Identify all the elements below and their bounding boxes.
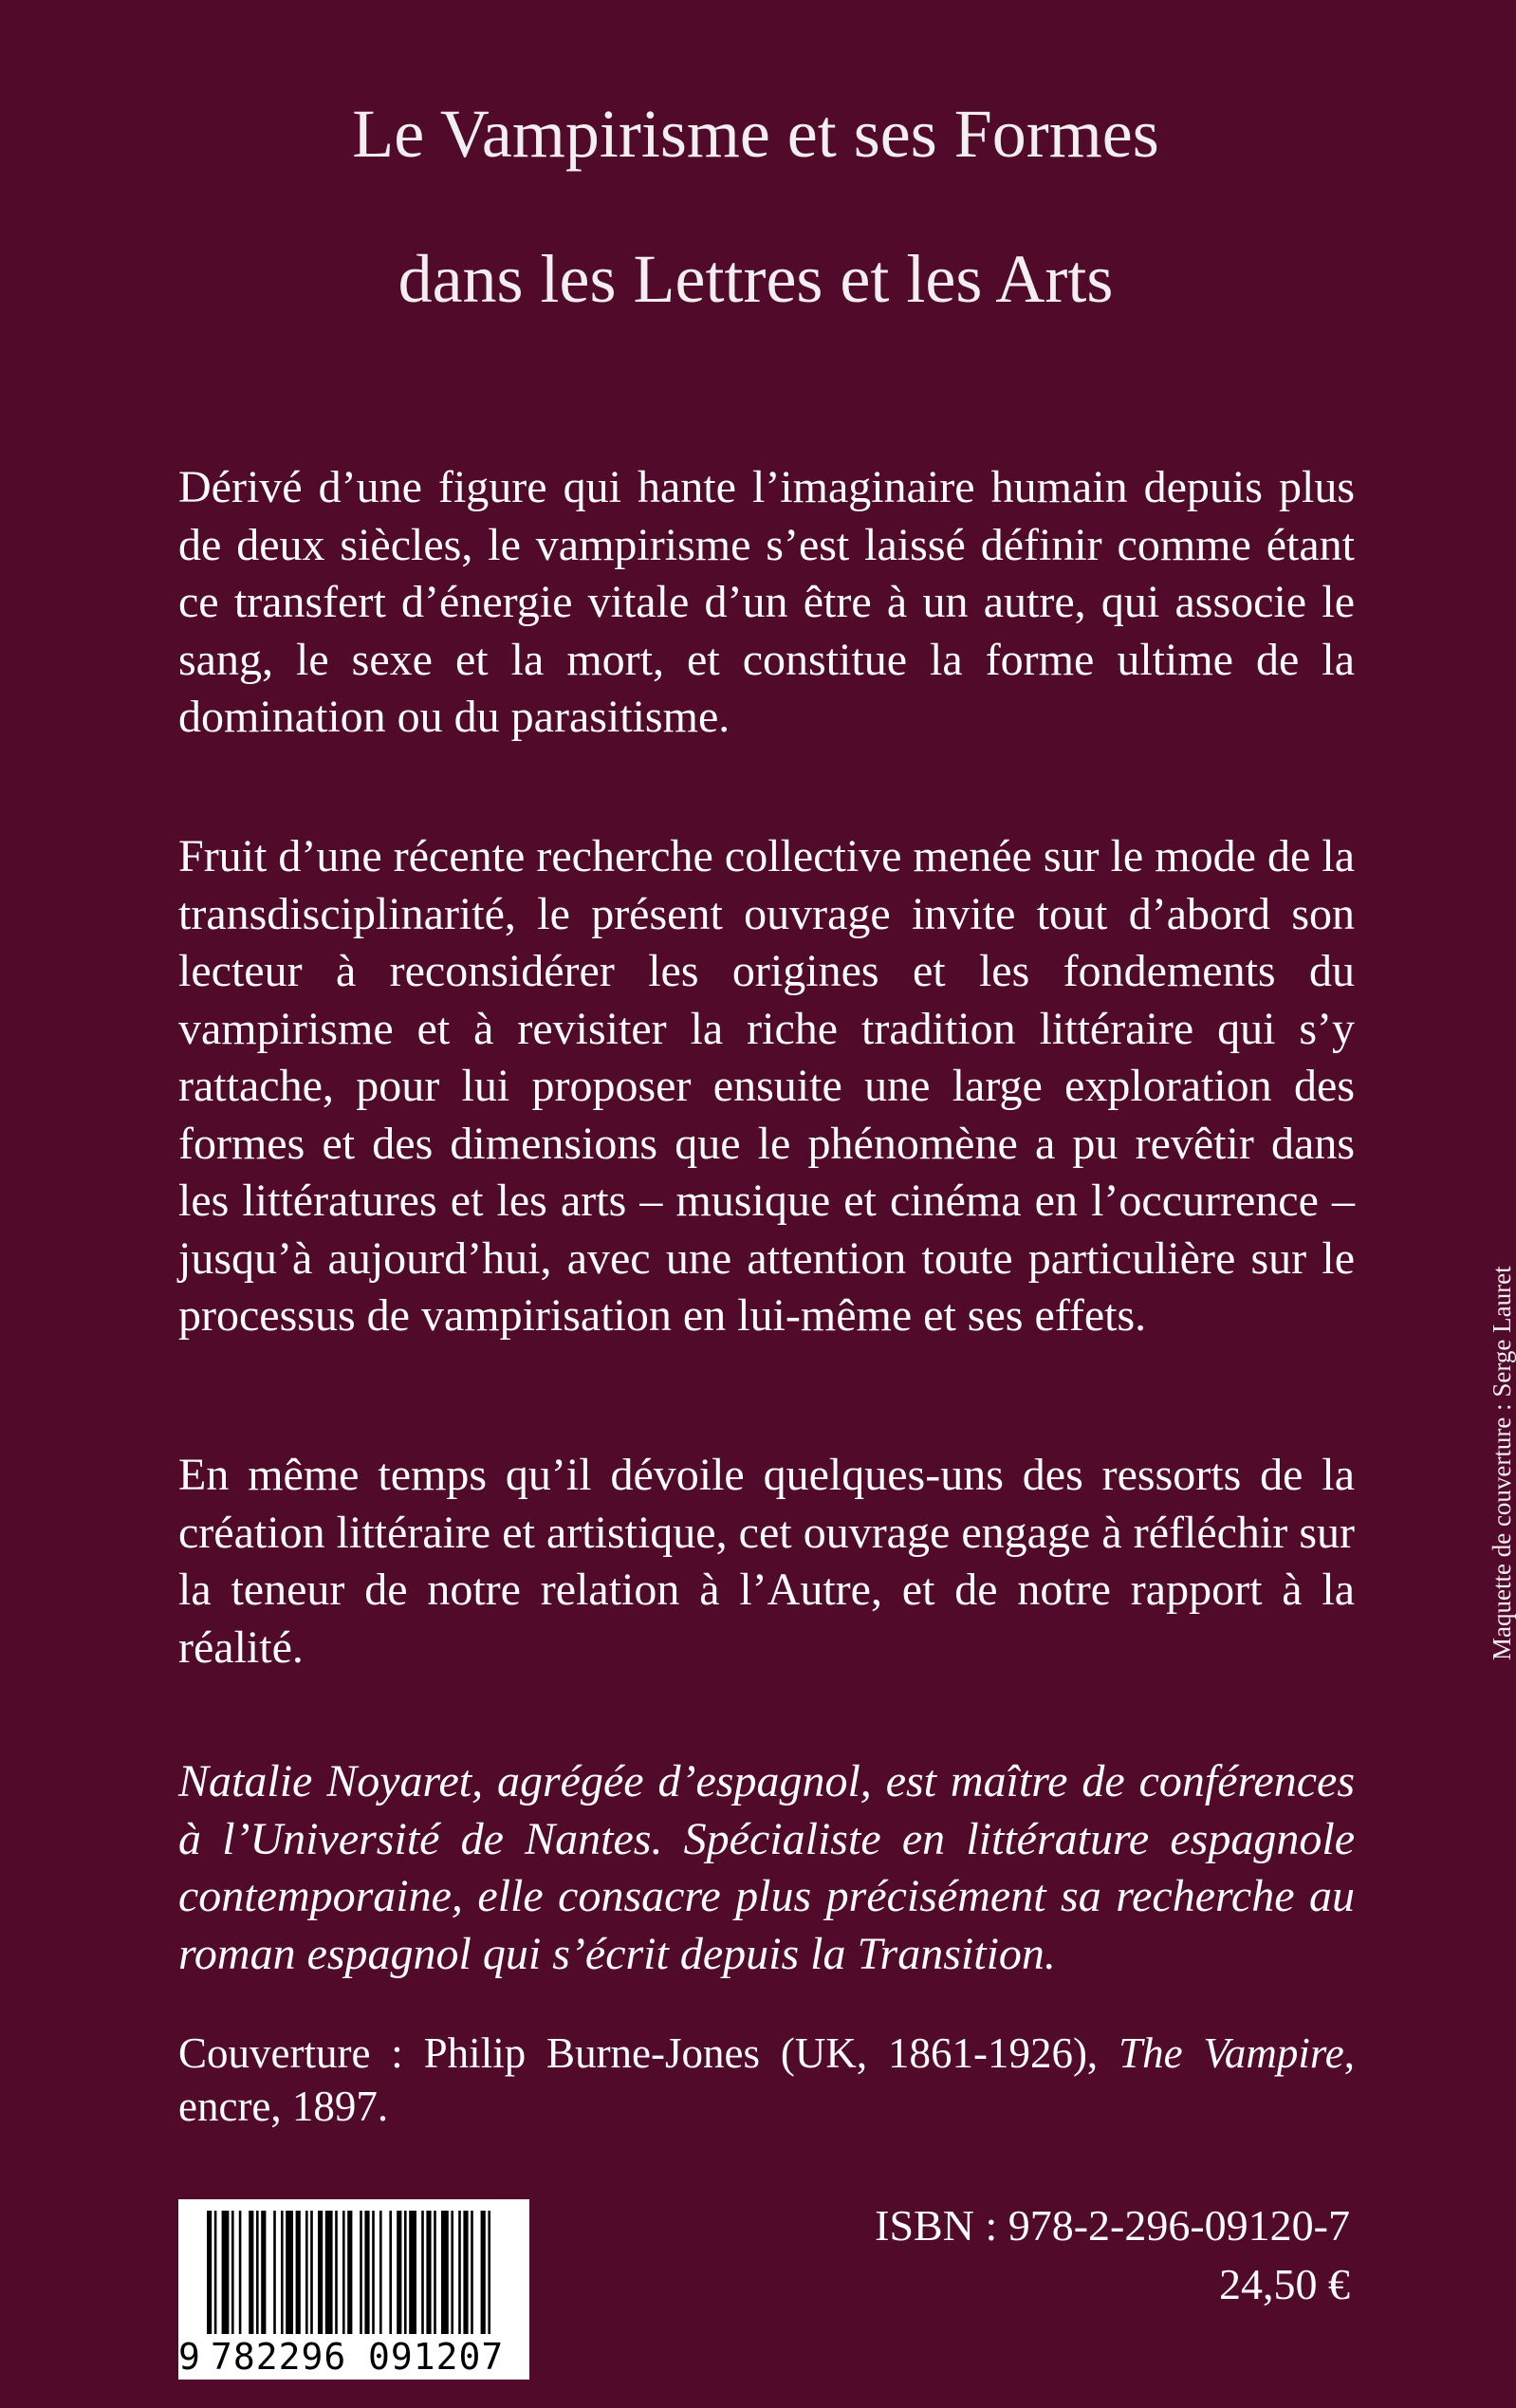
barcode-bar — [222, 2211, 230, 2334]
summary-paragraph-2 — [178, 828, 1355, 1345]
barcode-bar — [286, 2211, 293, 2334]
layout-credit: Maquette de couverture : Serge Lauret — [1488, 1266, 1516, 1660]
barcode-bar — [325, 2211, 333, 2334]
barcode-right-group: 091207 — [368, 2336, 505, 2378]
barcode-bars — [178, 2199, 529, 2342]
summary-paragraph-3 — [178, 1447, 1355, 1676]
barcode-bar — [296, 2211, 301, 2334]
price: 24,50 € — [1219, 2260, 1350, 2308]
barcode-bar — [481, 2211, 486, 2334]
cover-credit-prefix: Couverture : Philip Burne-Jones (UK, 1861-1926), — [178, 2029, 1099, 2077]
summary-text-3: En même temps qu’il dévoile quelques-uns des ressorts de la création littéraire et artistique, cet ouvrage engage à réfléchir sur la teneur de notre relation à l’Autre, et de notre rapport à la réalité. — [178, 1450, 1355, 1673]
barcode-bar — [249, 2211, 253, 2334]
barcode-bar — [342, 2211, 345, 2334]
barcode-bar — [372, 2211, 375, 2334]
barcode-bar — [451, 2211, 453, 2334]
barcode-bar — [231, 2211, 234, 2334]
barcode-bar — [458, 2211, 461, 2334]
barcode-bar — [389, 2211, 392, 2334]
cover-credit-suffix: , encre, 1897. — [178, 2029, 1355, 2130]
barcode-bar — [426, 2211, 431, 2334]
barcode-bar — [261, 2211, 266, 2334]
barcode-bar — [421, 2211, 424, 2334]
barcode-bar — [364, 2211, 369, 2334]
summary-paragraph-1 — [178, 459, 1355, 747]
author-bio-text: Natalie Noyaret, agrégée d’espagnol, est maître de conférences à l’Université de Nantes. Spécialiste en littérature espagnole contemporaine, elle consacre plus précisément sa recherche au roman espagnol qui s’écrit depuis la Transition. — [178, 1756, 1355, 1979]
barcode-bar — [281, 2211, 284, 2334]
barcode-bar — [273, 2211, 276, 2334]
barcode-bar — [404, 2211, 407, 2334]
barcode-bar — [256, 2211, 259, 2334]
barcode-bar — [335, 2211, 338, 2334]
barcode-first-digit: 9 — [178, 2336, 201, 2378]
barcode-bar — [318, 2211, 323, 2334]
barcode-bar — [214, 2211, 217, 2334]
barcode-bar — [441, 2211, 449, 2334]
barcode-bar — [409, 2211, 416, 2334]
book-title-line-1: Le Vampirisme et ses Formes — [352, 96, 1159, 172]
barcode-bar — [463, 2211, 468, 2334]
barcode-bar — [360, 2211, 362, 2334]
summary-text-2: Fruit d’une récente recherche collective menée sur le mode de la transdisciplinarité, le présent ouvrage invite tout d’abord son lecteur à reconsidérer les origines et les fondements du vampirisme et à revisiter la riche tradition littéraire qui s’y rattache, pour lui proposer ensuite une large exploration des formes et des dimensions que le phénomène a pu revêtir dans les littératures et les arts – musique et cinéma en l’occurrence – jusqu’à aujourd’hui, avec une attention toute particulière sur le processus de vampirisation en lui-même et ses effets. — [178, 831, 1355, 1341]
barcode-bar — [207, 2211, 212, 2334]
summary-text-1: Dérivé d’une figure qui hante l’imaginaire humain depuis plus de deux siècles, le vampirisme s’est laissé définir comme étant ce transfert d’énergie vitale d’un être à un autre, qui associe le sang, le sexe et la mort, et constitue la forme ultime de la domination ou du parasitisme. — [178, 462, 1355, 742]
barcode-bar — [397, 2211, 401, 2334]
barcode-bar — [347, 2211, 352, 2334]
isbn: ISBN : 978-2-296-09120-7 — [875, 2201, 1350, 2250]
barcode-bar — [305, 2211, 308, 2334]
barcode-bar — [310, 2211, 313, 2334]
barcode — [178, 2199, 529, 2380]
barcode-bar — [471, 2211, 473, 2334]
book-title-line-2: dans les Lettres et les Arts — [397, 241, 1114, 317]
barcode-bar — [379, 2211, 382, 2334]
author-bio — [178, 1753, 1355, 1983]
cover-credit — [178, 2027, 1355, 2133]
barcode-bar — [434, 2211, 436, 2334]
cover-credit-work-title: The Vampire — [1119, 2029, 1344, 2077]
barcode-bar — [239, 2211, 242, 2334]
cover-credit-text — [178, 2027, 1355, 2133]
barcode-bar — [488, 2211, 490, 2334]
barcode-left-group: 782296 — [211, 2336, 347, 2378]
